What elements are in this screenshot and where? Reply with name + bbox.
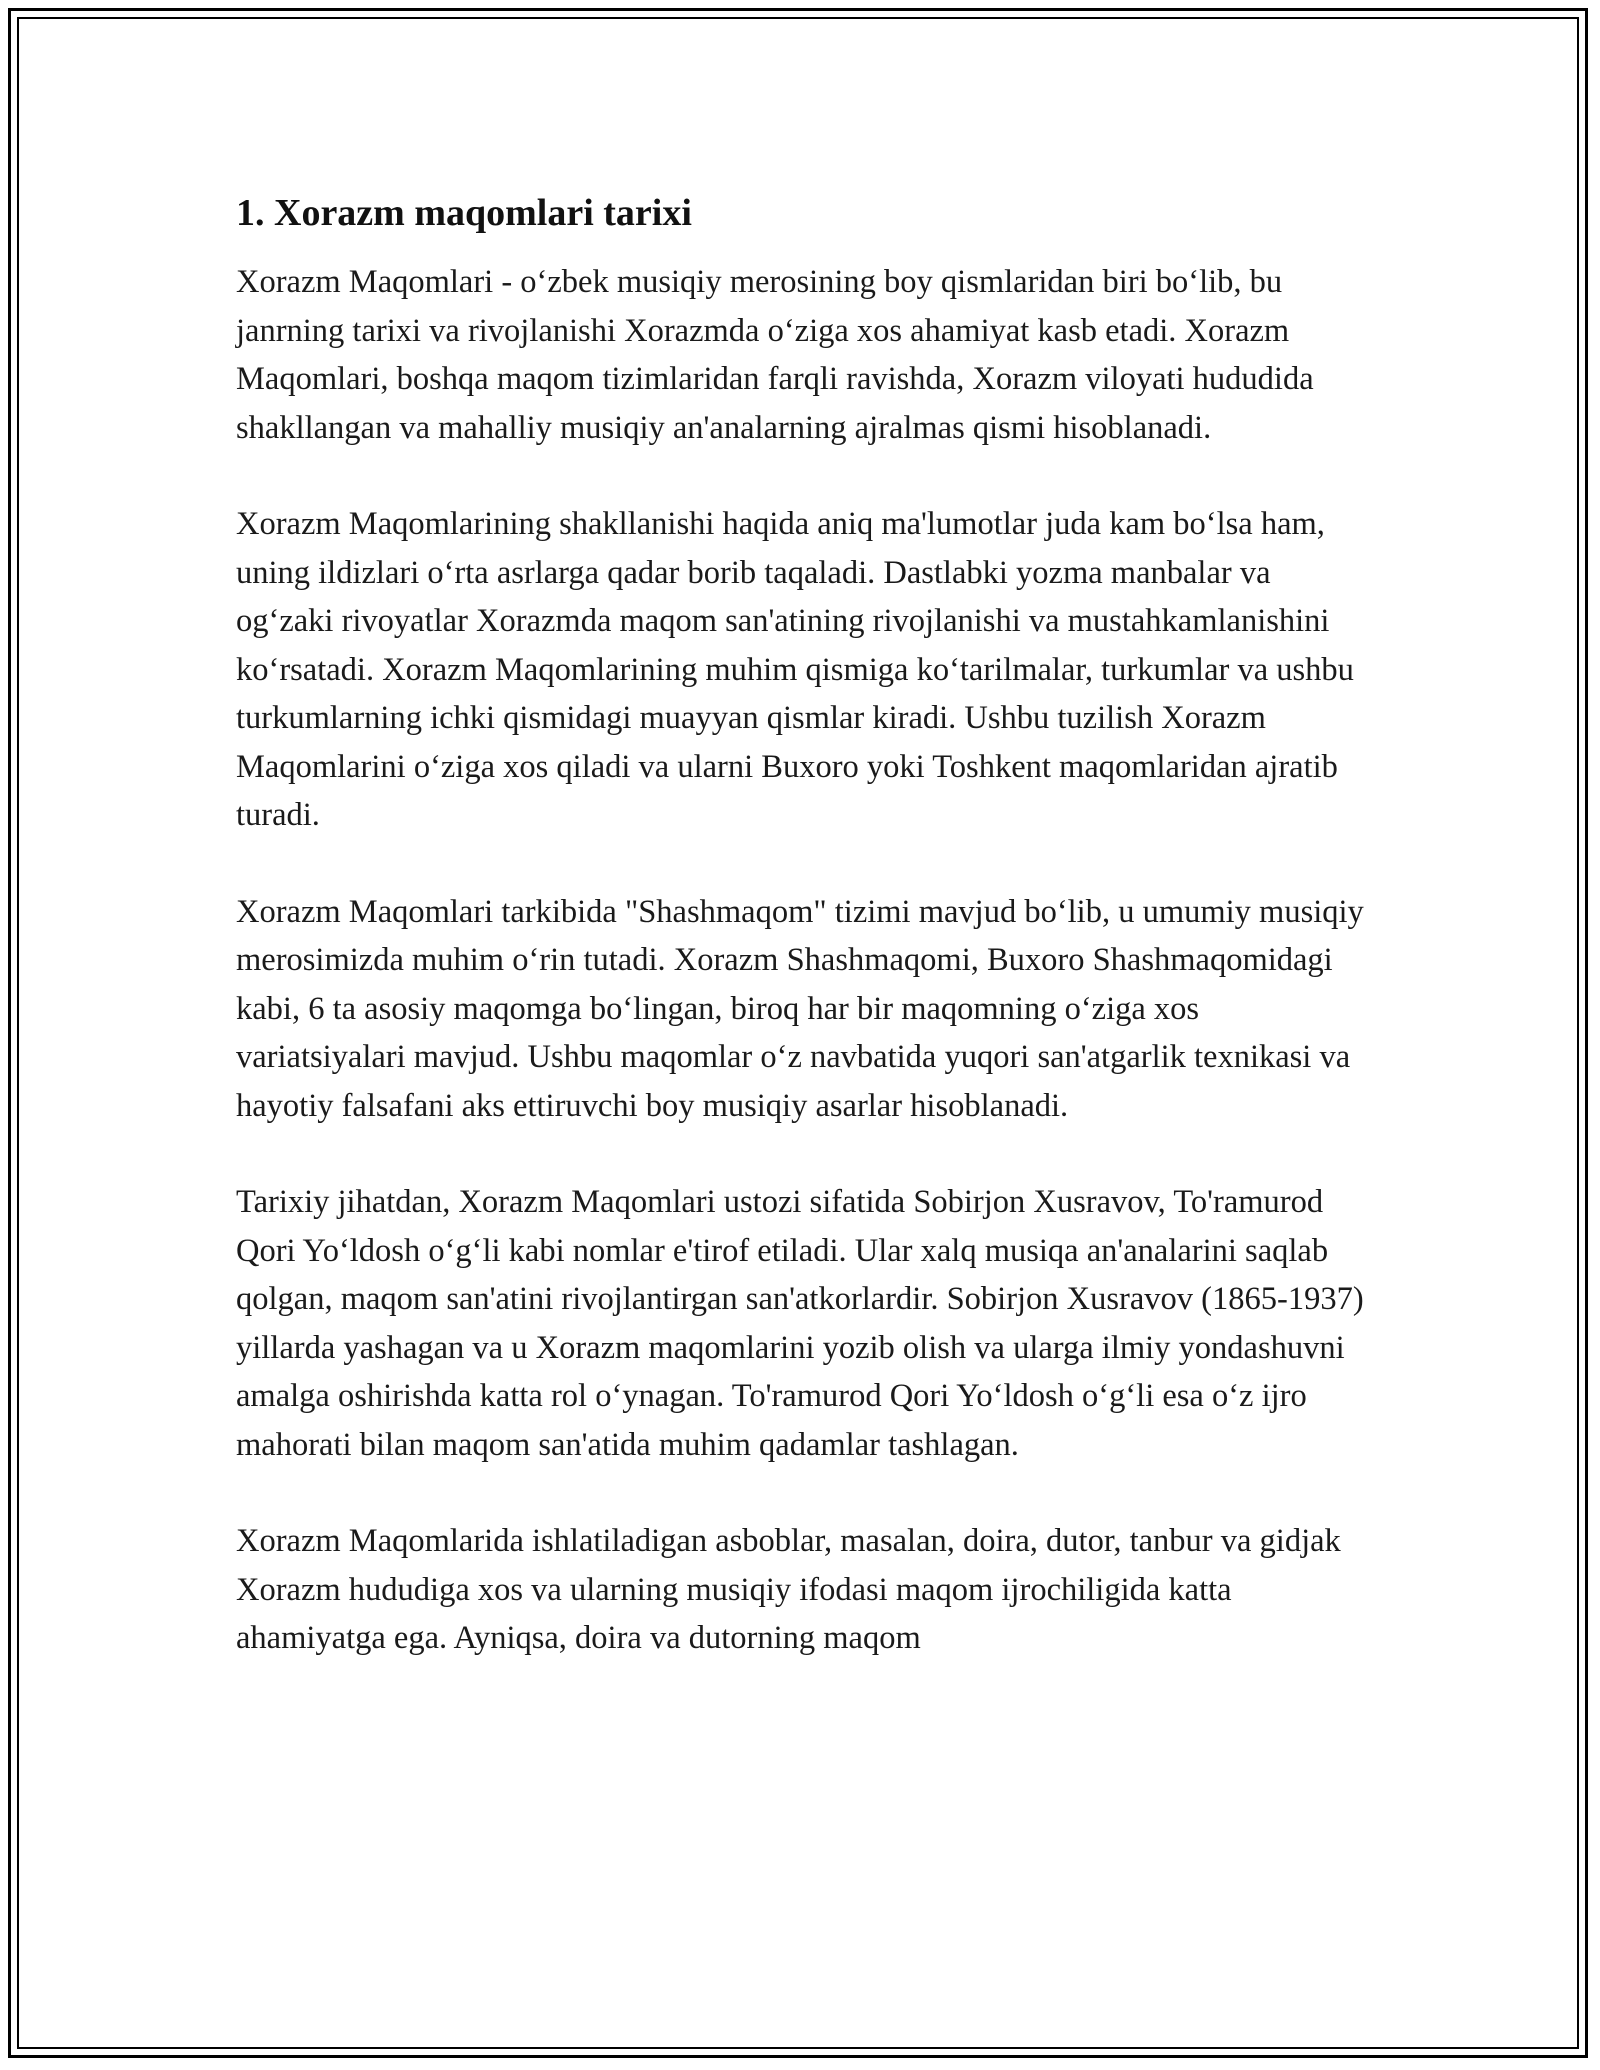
paragraph-4: Tarixiy jihatdan, Xorazm Maqomlari ustozi sifatida Sobirjon Xusravov, To'ramurod Qori Yo‘ldosh o‘g‘li kabi nomlar e'tirof etiladi. Ular xalq musiqa an'analarini saqlab qolgan, maqom san'atini rivojlantirgan san'atkorlardir. Sobirjon Xusravov (1865-1937) yillarda yashagan va u Xorazm maqomlarini yozib olish va ularga ilmiy yondashuvni amalga oshirishda katta rol o‘ynagan. To'ramurod Qori Yo‘ldosh o‘g‘li esa o‘z ijro mahorati bilan maqom san'atida muhim qadamlar tashlagan. xyxy=(236,1184,1364,1463)
paragraph-3: Xorazm Maqomlari tarkibida "Shashmaqom" tizimi mavjud bo‘lib, u umumiy musiqiy merosimizda muhim o‘rin tutadi. Xorazm Shashmaqomi, Buxoro Shashmaqomidagi kabi, 6 ta asosiy maqomga bo‘lingan, biroq har bir maqomning o‘ziga xos variatsiyalari mavjud. Ushbu maqomlar o‘z navbatida yuqori san'atgarlik texnikasi va hayotiy falsafani aks ettiruvchi boy musiqiy asarlar hisoblanadi. xyxy=(236,893,1364,1124)
section-title: 1. Xorazm maqomlari tarixi xyxy=(236,192,692,234)
document-body xyxy=(236,188,1366,1711)
paragraph-5: Xorazm Maqomlarida ishlatiladigan asboblar, masalan, doira, dutor, tanbur va gidjak Xorazm hududiga xos va ularning musiqiy ifodasi maqom ijrochiligida katta ahamiyatga ega. Ayniqsa, doira va dutorning maqom xyxy=(236,1523,1341,1656)
paragraph-2: Xorazm Maqomlarining shakllanishi haqida aniq ma'lumotlar juda kam bo‘lsa ham, uning ildizlari o‘rta asrlarga qadar borib taqaladi. Dastlabki yozma manbalar va og‘zaki rivoyatlar Xorazmda maqom san'atining rivojlanishi va mustahkamlanishini ko‘rsatadi. Xorazm Maqomlarining muhim qismiga ko‘tarilmalar, turkumlar va ushbu turkumlarning ichki qismidagi muayyan qismlar kiradi. Ushbu tuzilish Xorazm Maqomlarini o‘ziga xos qiladi va ularni Buxoro yoki Toshkent maqomlaridan ajratib turadi. xyxy=(236,506,1354,833)
paragraph-1: Xorazm Maqomlari - o‘zbek musiqiy merosining boy qismlaridan biri bo‘lib, bu janrning tarixi va rivojlanishi Xorazmda o‘ziga xos ahamiyat kasb etadi. Xorazm Maqomlari, boshqa maqom tizimlaridan farqli ravishda, Xorazm viloyati hududida shakllangan va mahalliy musiqiy an'analarning ajralmas qismi hisoblanadi. xyxy=(236,264,1314,446)
